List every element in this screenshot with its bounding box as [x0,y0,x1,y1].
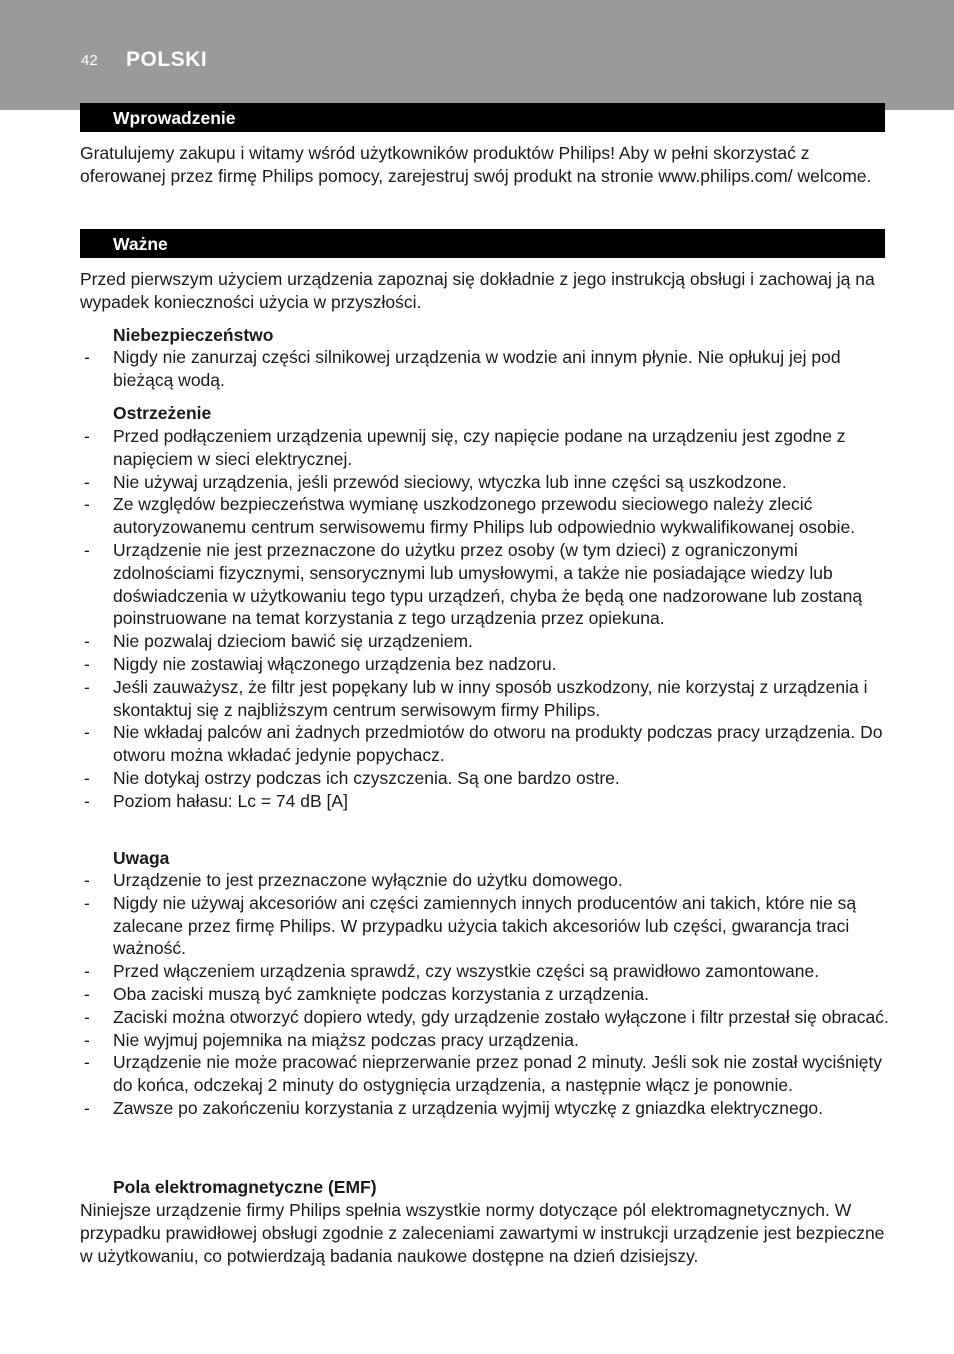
list-item: - Przed włączeniem urządzenia sprawdź, czy wszystkie części są prawidłowo zamontowane. [80,960,895,983]
list-item: - Urządzenie nie może pracować nieprzerwanie przez ponad 2 minuty. Jeśli sok nie został wyciśnięty do końca, odczekaj 2 minuty do ostygnięcia urządzenia, a następnie włącz je ponownie. [80,1051,895,1097]
list-item: - Nie dotykaj ostrzy podczas ich czyszczenia. Są one bardzo ostre. [80,767,895,790]
list-item: - Zawsze po zakończeniu korzystania z urządzenia wyjmij wtyczkę z gniazdka elektrycznego. [80,1097,895,1120]
list-item: - Nigdy nie zanurzaj części silnikowej urządzenia w wodzie ani innym płynie. Nie opłukuj jej pod bieżącą wodą. [80,346,895,392]
important-paragraph: Przed pierwszym użyciem urządzenia zapoznaj się dokładnie z jego instrukcją obsługi i zachowaj ją na wypadek konieczności użycia w przyszłości. [80,269,875,312]
list-item: - Nie pozwalaj dzieciom bawić się urządzeniem. [80,630,895,653]
section-heading-intro: Wprowadzenie [80,103,885,132]
language-title: POLSKI [126,48,208,71]
list-item: - Nie wyjmuj pojemnika na miąższ podczas pracy urządzenia. [80,1029,895,1052]
list-item: - Nigdy nie używaj akcesoriów ani części zamiennych innych producentów ani takich, które nie są zalecane przez firmę Philips. W przypadku użycia takich akcesoriów lub części, gwarancja traci ważność. [80,892,895,960]
danger-list [80,346,895,392]
list-item: - Zaciski można otworzyć dopiero wtedy, gdy urządzenie zostało wyłączone i filtr przestał się obracać. [80,1006,895,1029]
page-number: 42 [81,52,98,69]
list-item: - Jeśli zauważysz, że filtr jest popękany lub w inny sposób uszkodzony, nie korzystaj z urządzenia i skontaktuj się z najbliższym centrum serwisowym firmy Philips. [80,676,895,722]
list-item: - Nie wkładaj palców ani żadnych przedmiotów do otworu na produkty podczas pracy urządzenia. Do otworu można wkładać jedynie popychacz. [80,721,895,767]
warning-list [80,425,895,813]
caution-list [80,869,895,1120]
warning-heading: Ostrzeżenie [113,403,212,423]
caution-heading: Uwaga [113,848,170,868]
list-item: - Oba zaciski muszą być zamknięte podczas korzystania z urządzenia. [80,983,895,1006]
list-item: - Urządzenie nie jest przeznaczone do użytku przez osoby (w tym dzieci) z ograniczonymi zdolnościami fizycznymi, sensorycznymi lub umysłowymi, a także nie posiadające wiedzy lub doświadczenia w użytkowaniu tego typu urządzeń, chyba że będą one nadzorowane lub zostaną poinstruowane na temat korzystania z tego urządzenia przez opiekuna. [80,539,895,630]
intro-paragraph: Gratulujemy zakupu i witamy wśród użytkowników produktów Philips! Aby w pełni skorzystać z oferowanej przez firmę Philips pomocy, zarejestruj swój produkt na stronie www.philips.com/ welcome. [80,143,872,186]
list-item: - Urządzenie to jest przeznaczone wyłącznie do użytku domowego. [80,869,895,892]
list-item: - Przed podłączeniem urządzenia upewnij się, czy napięcie podane na urządzeniu jest zgodne z napięciem w sieci elektrycznej. [80,425,895,471]
list-item: - Nie używaj urządzenia, jeśli przewód sieciowy, wtyczka lub inne części są uszkodzone. [80,471,895,494]
list-item: - Poziom hałasu: Lc = 74 dB [A] [80,790,895,813]
danger-heading: Niebezpieczeństwo [113,325,274,345]
section-heading-important: Ważne [80,229,885,258]
list-item: - Nigdy nie zostawiaj włączonego urządzenia bez nadzoru. [80,653,895,676]
list-item: - Ze względów bezpieczeństwa wymianę uszkodzonego przewodu sieciowego należy zlecić autoryzowanemu centrum serwisowemu firmy Philips lub odpowiednio wykwalifikowanej osobie. [80,493,895,539]
emf-heading: Pola elektromagnetyczne (EMF) [113,1177,377,1197]
emf-paragraph: Niniejsze urządzenie firmy Philips spełnia wszystkie normy dotyczące pól elektromagnetycznych. W przypadku prawidłowej obsługi zgodnie z zaleceniami zawartymi w instrukcji urządzenie jest bezpieczne w użytkowaniu, co potwierdzają badania naukowe dostępne na dzień dzisiejszy. [80,1200,885,1266]
